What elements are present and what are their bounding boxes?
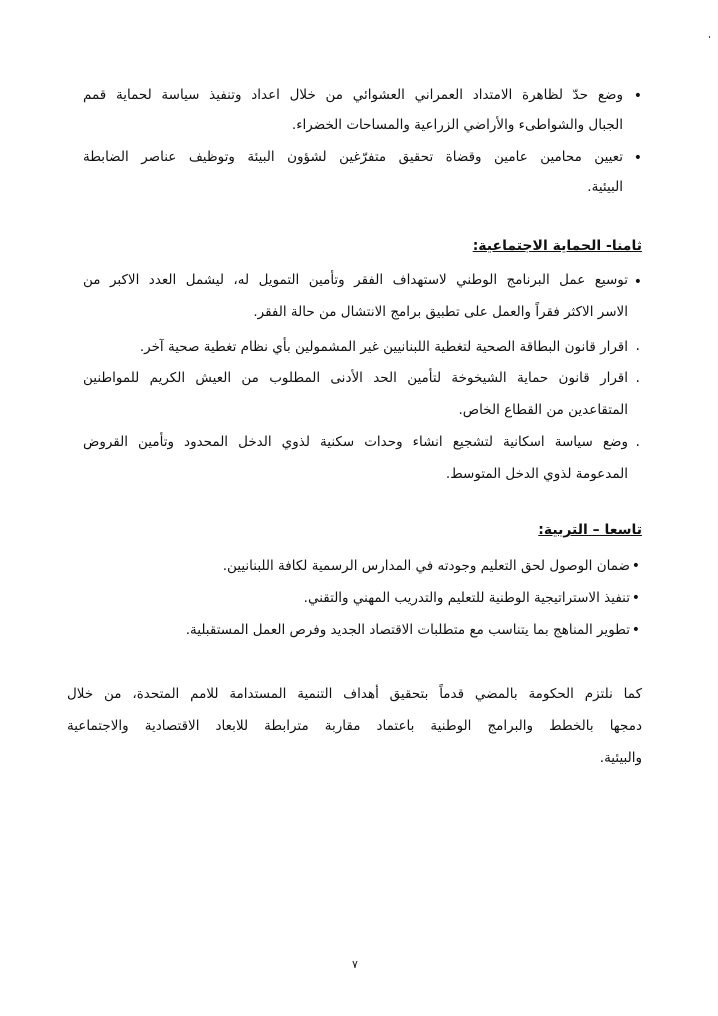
bullet-marker: • bbox=[633, 88, 642, 104]
education-item-line: تطوير المناهج بما يتناسب مع متطلبات الاقتصاد الجديد وفرص العمل المستقبلية. bbox=[185, 622, 630, 638]
closing-line-1: كما نلتزم الحكومة بالمضي قدماً بتحقيق أهداف التنمية المستدامة للامم المتحدة، من خلال bbox=[67, 686, 642, 702]
bullet-marker: • bbox=[631, 622, 640, 638]
section-heading-social: ثامنا- الحماية الاجتماعية: bbox=[472, 238, 642, 254]
social-item-line-2: المتقاعدين من القطاع الخاص. bbox=[458, 402, 628, 418]
env-item-line-1: وضع حدّ لظاهرة الامتداد العمراني العشوائي من خلال اعداد وتنفيذ سياسة لحماية قمم bbox=[83, 87, 623, 103]
scan-mark bbox=[709, 36, 710, 38]
bullet-marker: • bbox=[631, 590, 640, 606]
env-item-line-1: تعيين محامين عامين وقضاة تحقيق متفرّغين لشؤون البيئة وتوظيف عناصر الضابطة bbox=[83, 149, 623, 165]
bullet-marker: • bbox=[633, 274, 642, 290]
bullet-marker: . bbox=[635, 370, 640, 386]
social-item-line-1: اقرار قانون حماية الشيخوخة لتأمين الحد الأدنى المطلوب من العيش الكريم للمواطنين bbox=[83, 370, 628, 386]
bullet-marker: . bbox=[635, 434, 640, 450]
section-heading-education: تاسعا – التربية: bbox=[538, 522, 642, 538]
page-number: ٧ bbox=[352, 958, 358, 971]
social-item-line-1: اقرار قانون البطاقة الصحية لتغطية اللبنانيين غير المشمولين بأي نظام تغطية صحية آخر. bbox=[139, 339, 628, 355]
env-item-line-2: البيئية. bbox=[587, 179, 623, 195]
env-item-line-2: الجبال والشواطىء والأراضي الزراعية والمساحات الخضراء. bbox=[291, 117, 623, 133]
education-item-line: تنفيذ الاستراتيجية الوطنية للتعليم والتدريب المهني والتقني. bbox=[303, 590, 630, 606]
social-item-line-2: الاسر الاكثر فقراً والعمل على تطبيق برامج الانتشال من حالة الفقر. bbox=[253, 304, 628, 320]
bullet-marker: . bbox=[635, 338, 640, 354]
bullet-marker: • bbox=[631, 558, 640, 574]
closing-line-3: والبيئية. bbox=[599, 750, 642, 766]
social-item-line-2: المدعومة لذوي الدخل المتوسط. bbox=[445, 466, 628, 482]
social-item-line-1: وضع سياسة اسكانية لتشجيع انشاء وحدات سكنية لذوي الدخل المحدود وتأمين القروض bbox=[83, 434, 628, 450]
education-item-line: ضمان الوصول لحق التعليم وجودته في المدارس الرسمية لكافة اللبنانيين. bbox=[222, 558, 630, 574]
bullet-marker: • bbox=[633, 150, 642, 166]
social-item-line-1: توسيع عمل البرنامج الوطني لاستهداف الفقر وتأمين التمويل له، ليشمل العدد الاكبر من bbox=[83, 272, 628, 288]
closing-line-2: دمجها بالخطط والبرامج الوطنية باعتماد مقاربة مترابطة للابعاد الاقتصادية والاجتماعية bbox=[67, 718, 642, 734]
